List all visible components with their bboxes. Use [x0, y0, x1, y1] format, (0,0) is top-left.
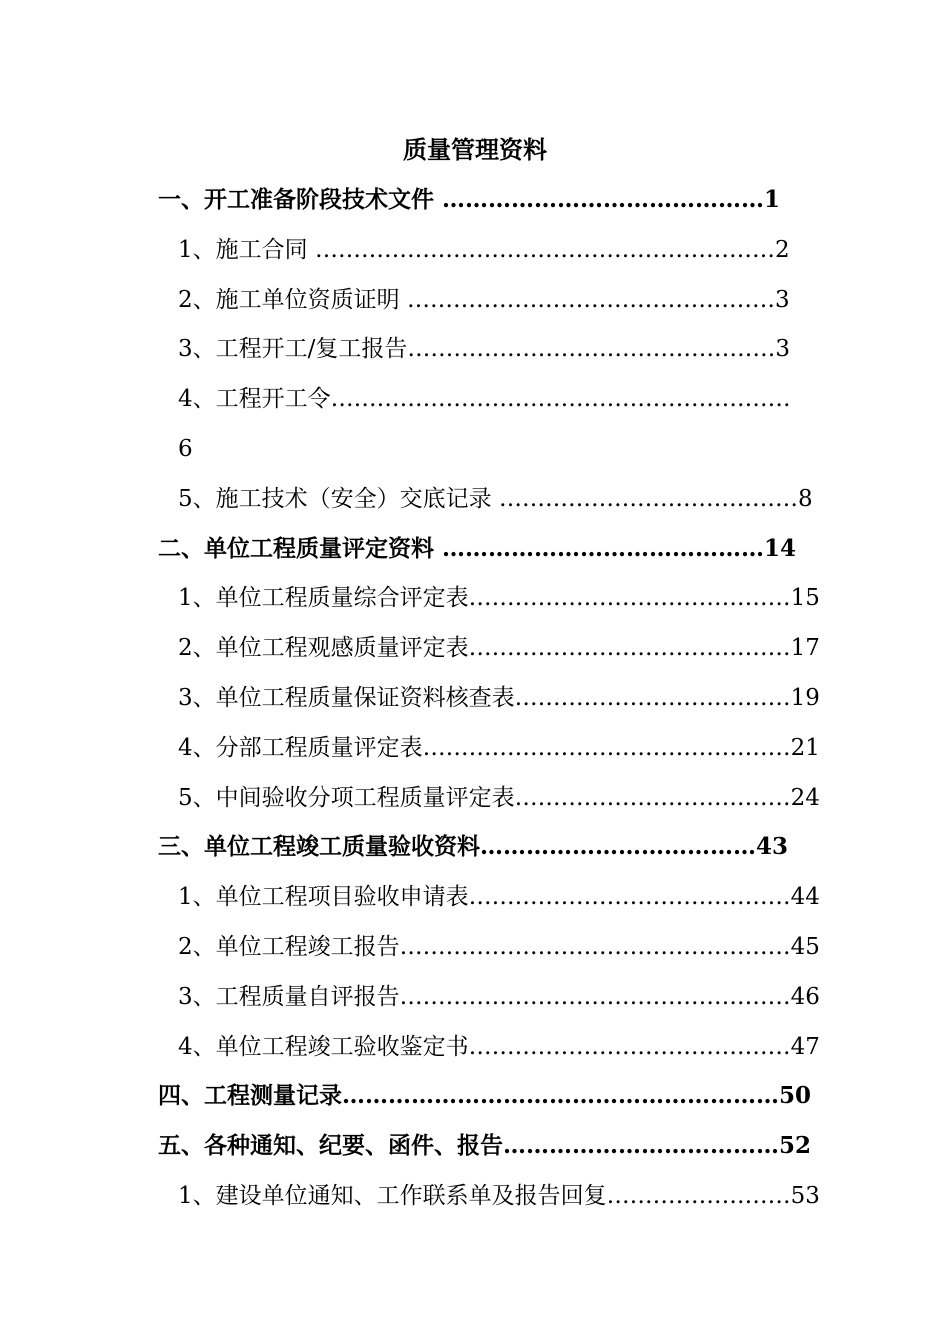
toc-entry-text: 四、工程测量记录…………………………………………………50 [158, 1082, 812, 1110]
toc-entry [0, 678, 950, 728]
toc-entry [0, 529, 950, 579]
toc-entry [0, 479, 950, 529]
toc-entry-text: 6 [178, 435, 193, 462]
toc-entry-text: 一、开工准备阶段技术文件 ……………………………………1 [158, 186, 781, 213]
toc-entry-text: 5、施工技术（安全）交底记录 …………………………………8 [178, 485, 813, 512]
toc-entry [0, 1176, 950, 1226]
table-of-contents [0, 180, 950, 1226]
toc-entry [0, 1126, 950, 1176]
toc-entry [0, 827, 950, 877]
toc-entry-text: 3、单位工程质量保证资料核查表………………………………19 [178, 684, 820, 711]
toc-entry [0, 628, 950, 678]
toc-entry [0, 1076, 950, 1126]
toc-entry-text: 1、单位工程项目验收申请表……………………………………44 [178, 884, 820, 911]
toc-entry [0, 578, 950, 628]
toc-entry-text: 2、施工单位资质证明 …………………………………………3 [178, 286, 790, 313]
toc-entry-text: 1、单位工程质量综合评定表……………………………………15 [178, 585, 820, 612]
toc-entry-text: 二、单位工程质量评定资料 ……………………………………14 [158, 534, 797, 562]
toc-entry-text: 1、建设单位通知、工作联系单及报告回复……………………53 [178, 1182, 820, 1209]
toc-entry [0, 1027, 950, 1077]
toc-entry [0, 877, 950, 927]
toc-entry [0, 728, 950, 778]
toc-entry-text: 3、工程开工/复工报告…………………………………………3 [178, 336, 791, 363]
toc-entry-text: 4、单位工程竣工验收鉴定书……………………………………47 [178, 1033, 820, 1060]
toc-entry-text: 三、单位工程竣工质量验收资料………………………………43 [158, 833, 789, 861]
toc-entry [0, 280, 950, 330]
toc-entry-text: 五、各种通知、纪要、函件、报告………………………………52 [158, 1132, 812, 1160]
toc-entry-text: 4、工程开工令…………………………………………………… [178, 386, 791, 413]
toc-entry-text: 4、分部工程质量评定表…………………………………………21 [178, 734, 820, 761]
toc-entry [0, 230, 950, 280]
toc-entry-text: 5、中间验收分项工程质量评定表………………………………24 [178, 784, 820, 811]
toc-entry [0, 329, 950, 379]
toc-entry-text: 2、单位工程观感质量评定表……………………………………17 [178, 635, 820, 662]
toc-entry [0, 927, 950, 977]
toc-entry [0, 977, 950, 1027]
toc-entry [0, 180, 950, 230]
toc-entry [0, 429, 950, 479]
toc-entry-text: 1、施工合同 ……………………………………………………2 [178, 236, 790, 263]
document-title: 质量管理资料 [403, 135, 547, 164]
toc-entry [0, 379, 950, 429]
toc-entry-text: 2、单位工程竣工报告……………………………………………45 [178, 933, 820, 960]
toc-entry [0, 778, 950, 828]
toc-entry-text: 3、工程质量自评报告……………………………………………46 [178, 983, 820, 1010]
